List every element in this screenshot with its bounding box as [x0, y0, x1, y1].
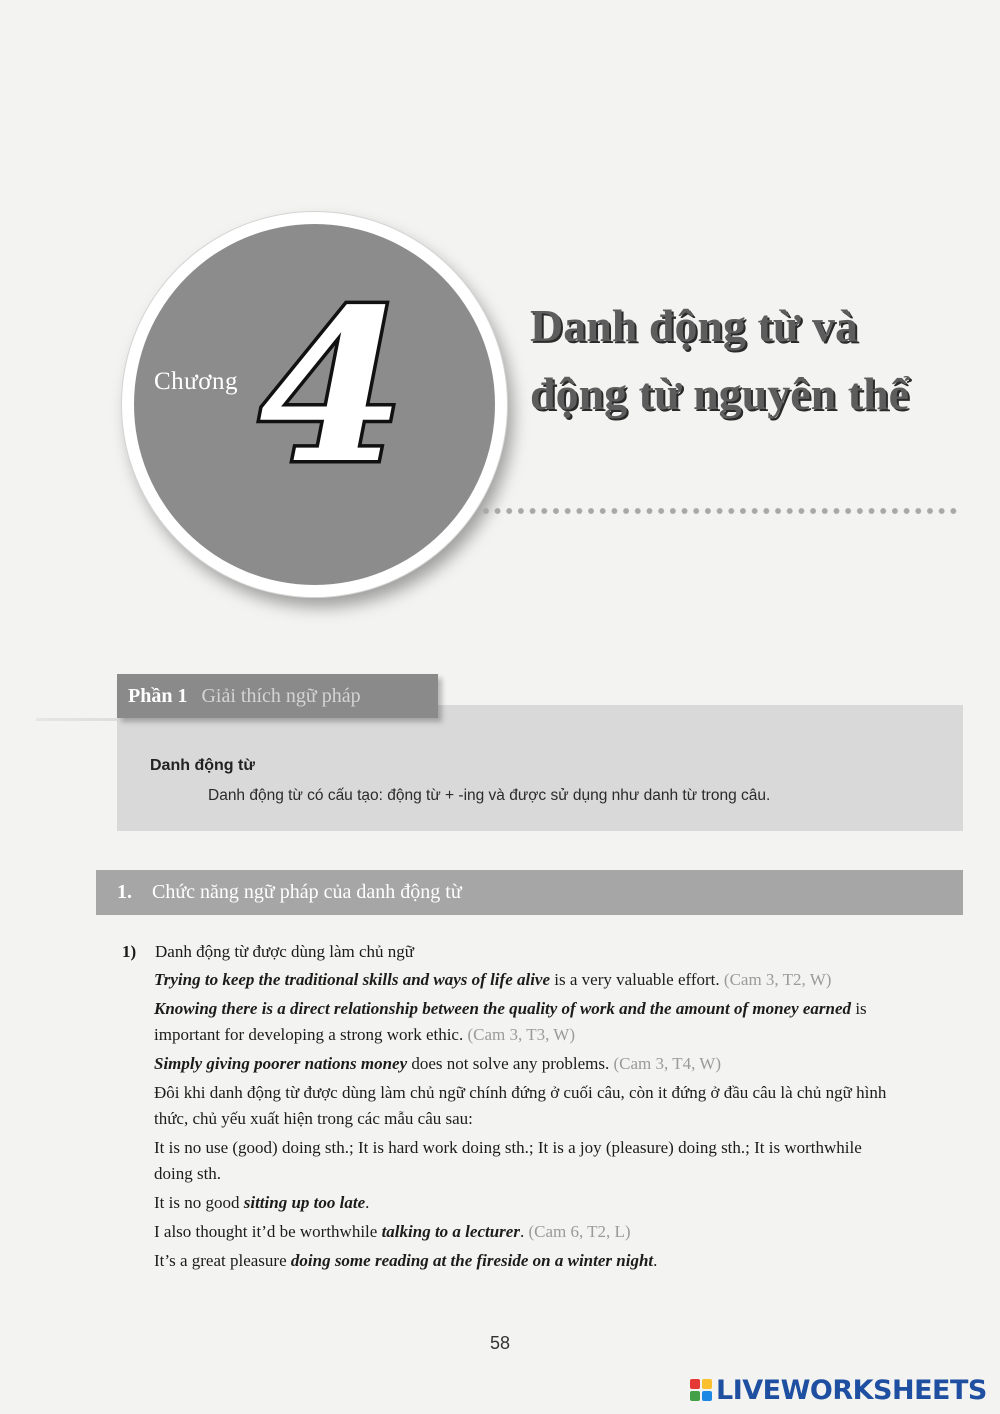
example-pre: It is no good	[154, 1193, 244, 1212]
item-heading	[122, 942, 414, 962]
example-rest: does not solve any problems.	[407, 1054, 614, 1073]
example-line-8	[154, 1248, 899, 1274]
example-rest: is a very valuable effort.	[550, 970, 724, 989]
example-line-1	[154, 967, 899, 993]
chapter-title: Danh động từ và động từ nguyên thể	[530, 300, 910, 419]
logo-square	[702, 1391, 712, 1401]
gerund-definition: Danh động từ có cấu tạo: động từ + -ing và được sử dụng như danh từ trong câu.	[208, 787, 771, 804]
source-ref: (Cam 6, T2, L)	[528, 1222, 631, 1241]
part-title: Giải thích ngữ pháp	[201, 684, 361, 707]
section-number: 1.	[117, 881, 132, 903]
example-phrase: doing some reading at the fireside on a winter night	[290, 1251, 654, 1270]
source-ref: (Cam 3, T4, W)	[613, 1054, 721, 1073]
source-ref: (Cam 3, T3, W)	[467, 1025, 575, 1044]
example-line-2	[154, 996, 899, 1048]
example-rest: is important for developing a strong work ethic.	[154, 999, 867, 1044]
chapter-label: Chương	[154, 368, 238, 395]
example-line-3	[154, 1051, 899, 1077]
chapter-number-text: 4	[258, 290, 406, 490]
example-phrase: Knowing there is a direct relationship between the quality of work and the amount of money earned	[154, 999, 852, 1018]
logo-square	[702, 1379, 712, 1389]
page-number: 58	[489, 1333, 511, 1353]
section-title: Chức năng ngữ pháp của danh động từ	[152, 881, 462, 903]
example-post: .	[653, 1251, 658, 1270]
item-number: 1)	[122, 942, 137, 961]
explanation-paragraph: Đôi khi danh động từ được dùng làm chủ ngữ chính đứng ở cuối câu, còn it đứng ở đầu câu là chủ ngữ hình thức, chủ yếu xuất hiện trong các mẫu câu sau:	[154, 1083, 887, 1128]
example-phrase: talking to a lecturer	[381, 1222, 520, 1241]
example-post: .	[519, 1222, 529, 1241]
part-number: Phần 1	[128, 684, 188, 707]
item-title: Danh động từ được dùng làm chủ ngữ	[155, 942, 415, 961]
gerund-heading: Danh động từ	[150, 757, 255, 774]
logo-square	[690, 1391, 700, 1401]
section-header	[96, 870, 963, 915]
example-phrase: Trying to keep the traditional skills and ways of life alive	[154, 970, 551, 989]
chapter-number	[232, 290, 432, 490]
example-pre: I also thought it’d be worthwhile	[154, 1222, 382, 1241]
pattern-list: It is no use (good) doing sth.; It is hard work doing sth.; It is a joy (pleasure) doing sth.; It is worthwhile doing sth.	[154, 1138, 862, 1183]
example-line-7	[154, 1219, 899, 1245]
logo-square	[690, 1379, 700, 1389]
example-line-6	[154, 1190, 899, 1216]
liveworksheets-logo-icon	[690, 1379, 712, 1401]
watermark-text: LIVEWORKSHEETS	[716, 1374, 987, 1406]
section-body	[154, 967, 899, 1277]
example-pre: It’s a great pleasure	[154, 1251, 291, 1270]
example-phrase: sitting up too late	[243, 1193, 366, 1212]
liveworksheets-watermark	[690, 1372, 990, 1408]
part-tab	[117, 674, 438, 718]
example-post: .	[365, 1193, 370, 1212]
dotted-divider	[480, 507, 960, 515]
source-ref: (Cam 3, T2, W)	[723, 970, 832, 989]
example-phrase: Simply giving poorer nations money	[154, 1054, 408, 1073]
